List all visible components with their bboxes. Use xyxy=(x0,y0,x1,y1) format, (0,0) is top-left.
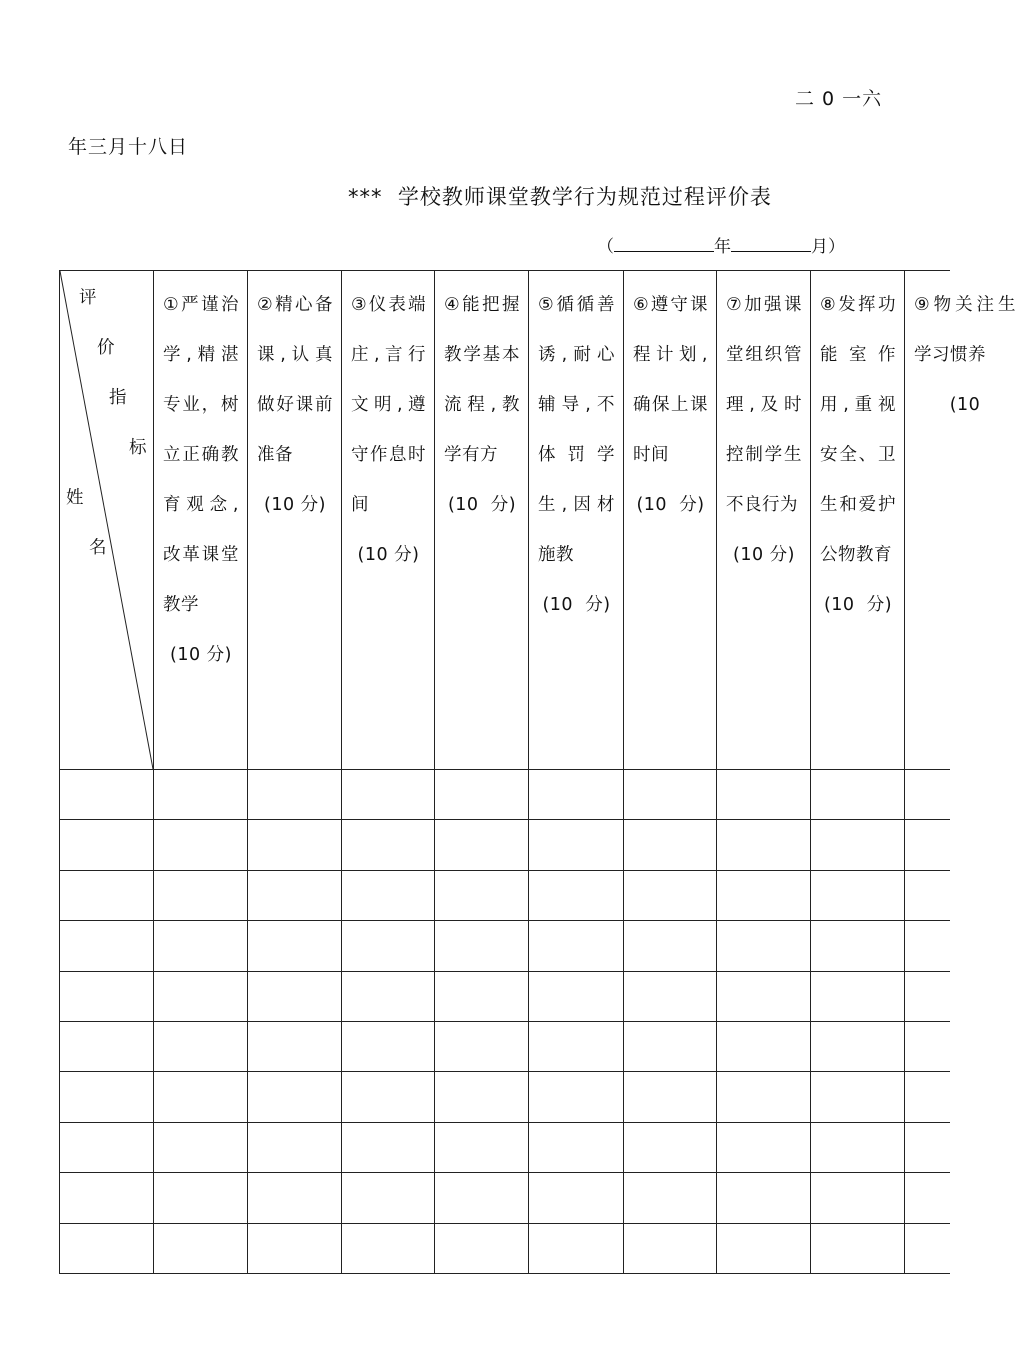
criterion-score: (10 分) xyxy=(357,545,420,565)
criterion-text xyxy=(163,280,239,680)
period-line xyxy=(597,232,845,257)
criterion-score: (10 分) xyxy=(447,495,517,515)
criterion-score: (10 分) xyxy=(264,495,326,515)
date-line-right: 二 0 一六 xyxy=(795,88,883,110)
criterion-text xyxy=(538,280,615,630)
criterion-header-cell xyxy=(434,270,528,769)
criterion-description: ⑦加强课堂组织管理,及时控制学生不良行为 xyxy=(726,295,802,515)
criterion-score: (10 分) xyxy=(733,545,795,565)
document-title: *** 学校教师课堂教学行为规范过程评价表 xyxy=(348,185,772,209)
evaluation-table xyxy=(59,270,1016,1273)
criterion-description: ②精心备课,认真做好课前准备 xyxy=(257,295,333,465)
criterion-header-cell xyxy=(904,270,1024,769)
criterion-description: ⑧发挥功能室作用,重视安全、卫生和爱护公物教育 xyxy=(820,295,896,565)
table-row-line xyxy=(59,920,950,921)
corner-label-criteria: 指 xyxy=(109,388,127,408)
criterion-text xyxy=(820,280,896,630)
corner-label-name: 姓 xyxy=(66,488,84,508)
year-label: 年 xyxy=(714,237,731,257)
criterion-score: (10 分) xyxy=(170,645,232,665)
criterion-text xyxy=(914,280,1016,430)
criterion-description: ⑤循循善诱,耐心辅导,不体罚学生,因材施教 xyxy=(538,295,615,565)
criterion-text xyxy=(257,280,333,530)
month-label: 月） xyxy=(811,237,845,257)
table-row-line xyxy=(59,870,950,871)
corner-label-criteria: 评 xyxy=(79,288,97,308)
month-blank xyxy=(731,235,811,252)
criterion-header-cell xyxy=(341,270,434,769)
criterion-header-cell xyxy=(153,270,247,769)
criterion-score: (10 xyxy=(949,395,981,415)
table-row-line xyxy=(59,971,950,972)
criterion-text xyxy=(633,280,708,530)
criterion-text xyxy=(351,280,426,580)
criterion-description: ⑨物关注生学习惯养 xyxy=(914,295,1016,365)
criterion-header-cell xyxy=(247,270,341,769)
corner-label-criteria: 价 xyxy=(97,338,115,358)
year-blank xyxy=(614,235,714,252)
corner-label-criteria: 标 xyxy=(129,438,147,458)
corner-label-name: 名 xyxy=(89,538,107,558)
criterion-header-cell xyxy=(623,270,716,769)
table-row-line xyxy=(59,1122,950,1123)
criterion-score: (10 分) xyxy=(636,495,705,515)
criterion-score: (10 分) xyxy=(823,595,893,615)
date-line-left: 年三月十八日 xyxy=(68,136,189,158)
criterion-header-cell xyxy=(528,270,623,769)
criterion-text xyxy=(444,280,520,530)
table-row-line xyxy=(59,819,950,820)
criterion-text xyxy=(726,280,802,580)
criterion-description: ③仪表端庄,言行文明,遵守作息时间 xyxy=(351,295,426,515)
table-row-line xyxy=(59,1172,950,1173)
criterion-score: (10 分) xyxy=(542,595,611,615)
criterion-description: ⑥遵守课程计划,确保上课时间 xyxy=(633,295,708,465)
table-row-line xyxy=(59,1223,950,1224)
criterion-description: ①严谨治学,精湛专业，树立正确教育观念,改革课堂教学 xyxy=(163,295,239,615)
table-row-line xyxy=(59,1071,950,1072)
period-open: （ xyxy=(597,237,614,257)
table-row-line xyxy=(59,1273,950,1274)
criterion-header-cell xyxy=(716,270,810,769)
table-row-line xyxy=(59,1021,950,1022)
table-row-line xyxy=(59,769,950,770)
criterion-header-cell xyxy=(810,270,904,769)
criterion-description: ④能把握教学基本流程,教学有方 xyxy=(444,295,520,465)
